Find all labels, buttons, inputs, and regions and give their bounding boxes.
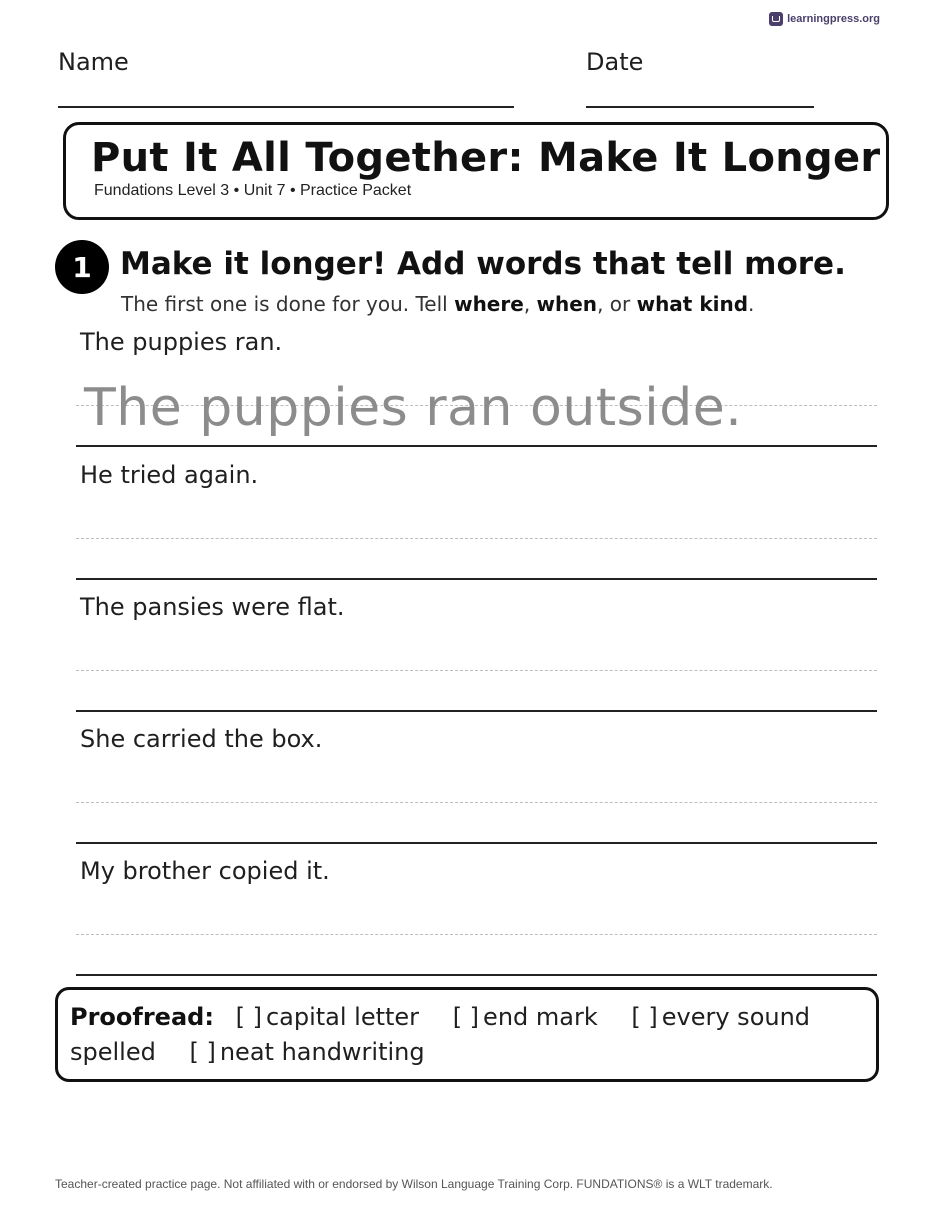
name-label: Name [58, 48, 129, 76]
proofread-label: Proofread: [70, 1003, 214, 1031]
section-instruction: The first one is done for you. Tell where, when, or what kind. [121, 292, 755, 316]
checkbox-icon: [ ] [235, 1003, 262, 1031]
writing-item[interactable] [76, 461, 877, 593]
writing-baseline [76, 578, 877, 580]
writing-item[interactable] [76, 725, 877, 857]
proofread-check-end-mark[interactable]: [ ] end mark [452, 1003, 598, 1031]
book-icon [769, 12, 783, 26]
footer-disclaimer: Teacher-created practice page. Not affiliated with or endorsed by Wilson Language Training Corp. FUNDATIONS® is a WLT trademark. [55, 1177, 773, 1191]
checkbox-icon: [ ] [189, 1038, 216, 1066]
date-label: Date [586, 48, 644, 76]
name-line [58, 106, 514, 108]
writing-baseline [76, 445, 877, 447]
item-prompt: The puppies ran. [80, 328, 283, 356]
writing-baseline [76, 710, 877, 712]
brand-logo [769, 12, 880, 26]
date-line [586, 106, 814, 108]
item-prompt: He tried again. [80, 461, 259, 489]
section-heading: Make it longer! Add words that tell more. [120, 246, 846, 282]
writing-item[interactable] [76, 857, 877, 989]
keyword-what-kind: what kind [636, 292, 749, 316]
page-subtitle: Fundations Level 3 • Unit 7 • Practice Packet [94, 182, 412, 199]
writing-midline [76, 934, 877, 935]
page-title: Put It All Together: Make It Longer [91, 135, 881, 181]
title-box [63, 122, 889, 220]
step-number-badge: 1 [55, 240, 109, 294]
proofread-check-handwriting[interactable]: [ ] neat handwriting [189, 1038, 425, 1066]
writing-midline [76, 670, 877, 671]
proofread-check-capital[interactable]: [ ] capital letter [235, 1003, 420, 1031]
proofread-box [55, 987, 879, 1082]
checkbox-icon: [ ] [452, 1003, 480, 1031]
brand-text: learningpress.org [787, 13, 880, 25]
keyword-when: when [536, 292, 598, 316]
writing-midline [76, 802, 877, 803]
writing-item [76, 328, 877, 460]
proofread-check-every-sound[interactable]: [ ] every sound spelled [70, 1003, 811, 1066]
writing-midline [76, 538, 877, 539]
writing-baseline [76, 974, 877, 976]
item-prompt: She carried the box. [80, 725, 323, 753]
example-answer: The puppies ran outside. [84, 378, 743, 438]
writing-baseline [76, 842, 877, 844]
item-prompt: The pansies were flat. [80, 593, 345, 621]
item-prompt: My brother copied it. [80, 857, 330, 885]
writing-item[interactable] [76, 593, 877, 725]
keyword-where: where [454, 292, 524, 316]
checkbox-icon: [ ] [631, 1003, 658, 1031]
